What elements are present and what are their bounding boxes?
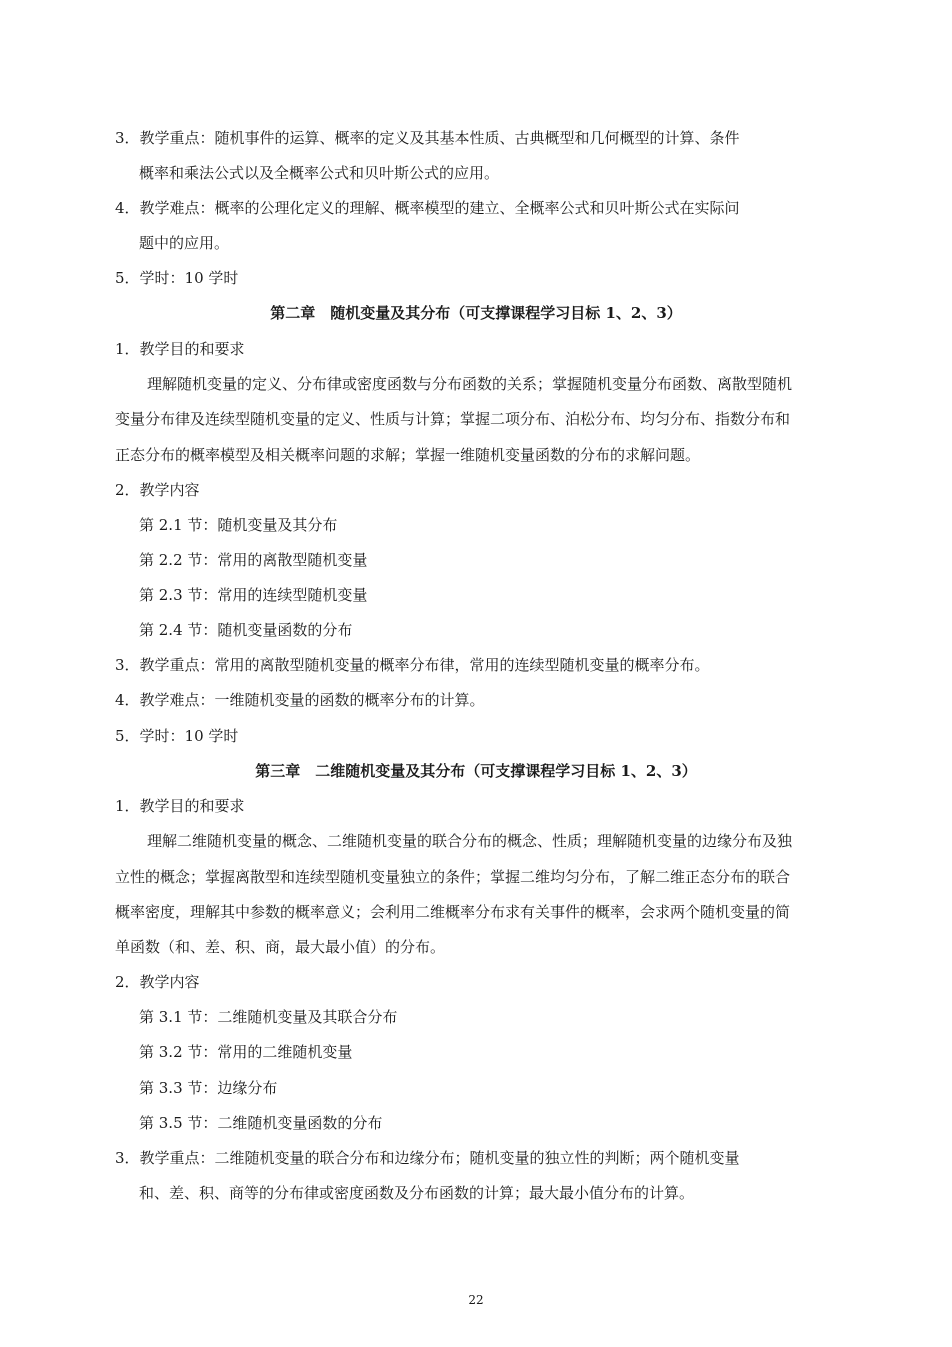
text-line: 2．教学内容 [115,973,200,991]
text-line: 1．教学目的和要求 [115,340,245,358]
text-line: 4．教学难点：一维随机变量的函数的概率分布的计算。 [115,691,485,709]
text-line: 4．教学难点：概率的公理化定义的理解、概率模型的建立、全概率公式和贝叶斯公式在实际问 [115,199,740,217]
section-item: 第 3.2 节：常用的二维随机变量 [139,1043,353,1061]
text-line: 1．教学目的和要求 [115,797,245,815]
text-line: 概率和乘法公式以及全概率公式和贝叶斯公式的应用。 [139,164,500,182]
text-line: 5．学时：10 学时 [115,269,239,287]
chapter-heading: 第二章 随机变量及其分布（可支撑课程学习目标 1、2、3） [270,304,682,322]
section-item: 第 3.3 节：边缘分布 [139,1079,278,1097]
page-number: 22 [468,1293,484,1307]
section-item: 第 3.1 节：二维随机变量及其联合分布 [139,1008,398,1026]
chapter-heading: 第三章 二维随机变量及其分布（可支撑课程学习目标 1、2、3） [255,762,697,780]
text-line: 3．教学重点：随机事件的运算、概率的定义及其基本性质、古典概型和几何概型的计算、条件 [115,129,740,147]
section-item: 第 2.1 节：随机变量及其分布 [139,516,338,534]
text-line: 题中的应用。 [139,234,230,252]
section-item: 第 2.2 节：常用的离散型随机变量 [139,551,368,569]
paragraph-line: 概率密度，理解其中参数的概率意义；会利用二维概率分布求有关事件的概率，会求两个随机变量的简 [115,903,791,921]
text-line: 5．学时：10 学时 [115,727,239,745]
paragraph-line: 立性的概念；掌握离散型和连续型随机变量独立的条件；掌握二维均匀分布，了解二维正态分布的联合 [115,868,791,886]
text-line: 和、差、积、商等的分布律或密度函数及分布函数的计算；最大最小值分布的计算。 [139,1184,695,1202]
text-line: 3．教学重点：常用的离散型随机变量的概率分布律，常用的连续型随机变量的概率分布。 [115,656,710,674]
text-line: 2．教学内容 [115,481,200,499]
section-item: 第 2.3 节：常用的连续型随机变量 [139,586,368,604]
paragraph-line: 理解二维随机变量的概念、二维随机变量的联合分布的概念、性质；理解随机变量的边缘分布及独 [147,832,793,850]
section-item: 第 2.4 节：随机变量函数的分布 [139,621,353,639]
paragraph-line: 正态分布的概率模型及相关概率问题的求解；掌握一维随机变量函数的分布的求解问题。 [115,446,701,464]
paragraph-line: 单函数（和、差、积、商，最大最小值）的分布。 [115,938,446,956]
paragraph-line: 理解随机变量的定义、分布律或密度函数与分布函数的关系；掌握随机变量分布函数、离散型随机 [147,375,793,393]
text-line: 3．教学重点：二维随机变量的联合分布和边缘分布；随机变量的独立性的判断；两个随机变量 [115,1149,740,1167]
paragraph-line: 变量分布律及连续型随机变量的定义、性质与计算；掌握二项分布、泊松分布、均匀分布、指数分布和 [115,410,791,428]
section-item: 第 3.5 节：二维随机变量函数的分布 [139,1114,383,1132]
